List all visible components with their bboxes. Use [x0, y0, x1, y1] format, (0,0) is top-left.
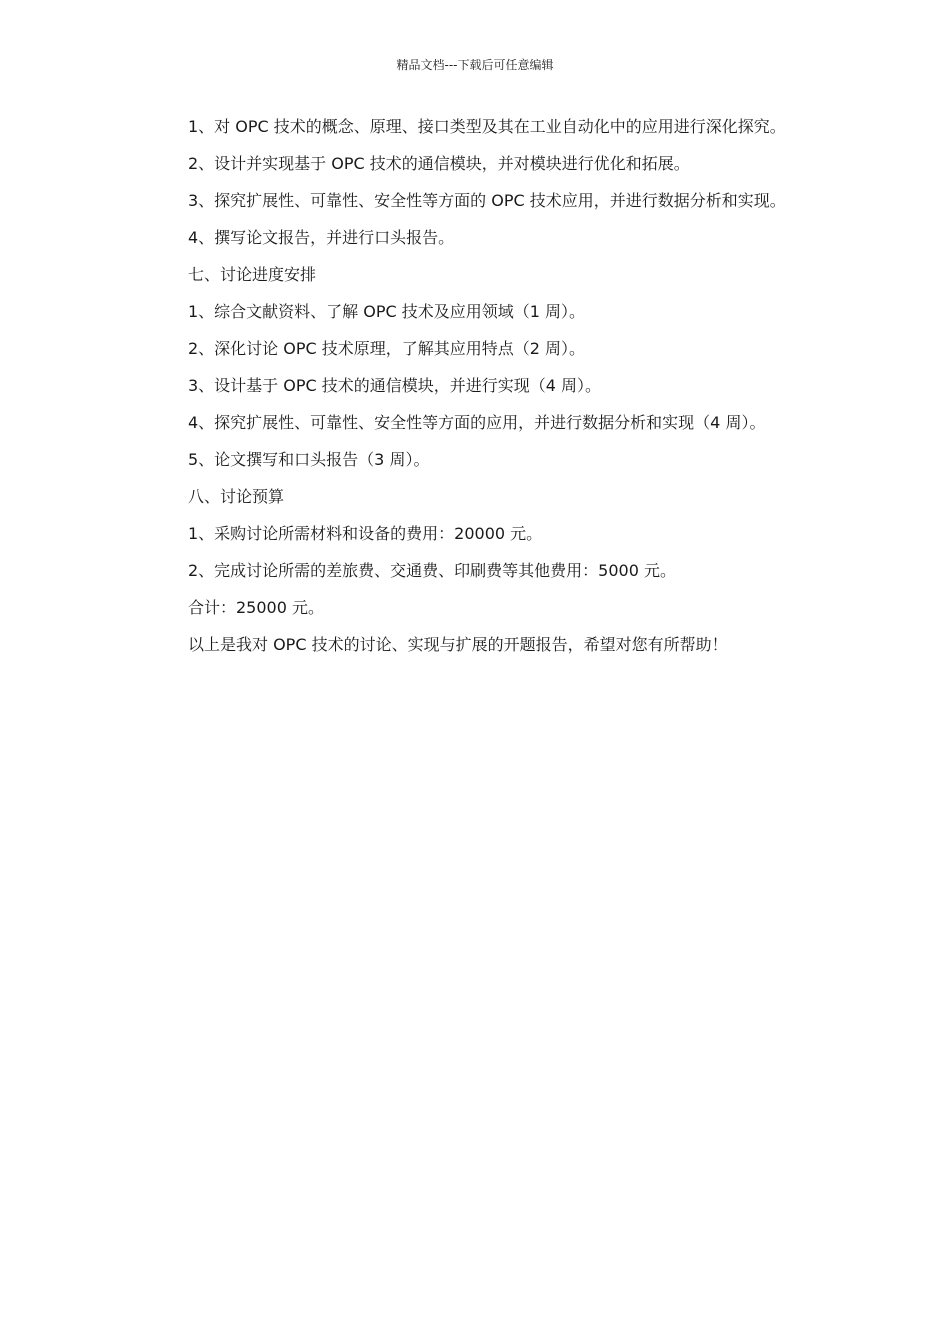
paragraph-goal-1: 1、对 OPC 技术的概念、原理、接口类型及其在工业自动化中的应用进行深化探究。	[188, 117, 786, 136]
paragraph-goal-2: 2、设计并实现基于 OPC 技术的通信模块，并对模块进行优化和拓展。	[188, 154, 690, 173]
paragraph-closing: 以上是我对 OPC 技术的讨论、实现与扩展的开题报告，希望对您有所帮助！	[188, 635, 728, 654]
paragraph-goal-4: 4、撰写论文报告，并进行口头报告。	[188, 228, 455, 247]
paragraph-schedule-1: 1、综合文献资料、了解 OPC 技术及应用领域（1 周）。	[188, 302, 586, 321]
section-heading-schedule: 七、讨论进度安排	[188, 265, 317, 284]
paragraph-schedule-2: 2、深化讨论 OPC 技术原理，了解其应用特点（2 周）。	[188, 339, 586, 358]
paragraph-budget-2: 2、完成讨论所需的差旅费、交通费、印刷费等其他费用：5000 元。	[188, 561, 676, 580]
paragraph-schedule-5: 5、论文撰写和口头报告（3 周）。	[188, 450, 430, 469]
page-header: 精品文档---下载后可任意编辑	[396, 58, 554, 72]
paragraph-goal-3: 3、探究扩展性、可靠性、安全性等方面的 OPC 技术应用，并进行数据分析和实现。	[188, 191, 786, 210]
section-heading-budget: 八、讨论预算	[188, 487, 285, 506]
paragraph-budget-total: 合计：25000 元。	[188, 598, 324, 617]
paragraph-schedule-3: 3、设计基于 OPC 技术的通信模块，并进行实现（4 周）。	[188, 376, 602, 395]
paragraph-budget-1: 1、采购讨论所需材料和设备的费用：20000 元。	[188, 524, 543, 543]
document-body	[143, 115, 808, 670]
paragraph-schedule-4: 4、探究扩展性、可靠性、安全性等方面的应用，并进行数据分析和实现（4 周）。	[188, 413, 766, 432]
